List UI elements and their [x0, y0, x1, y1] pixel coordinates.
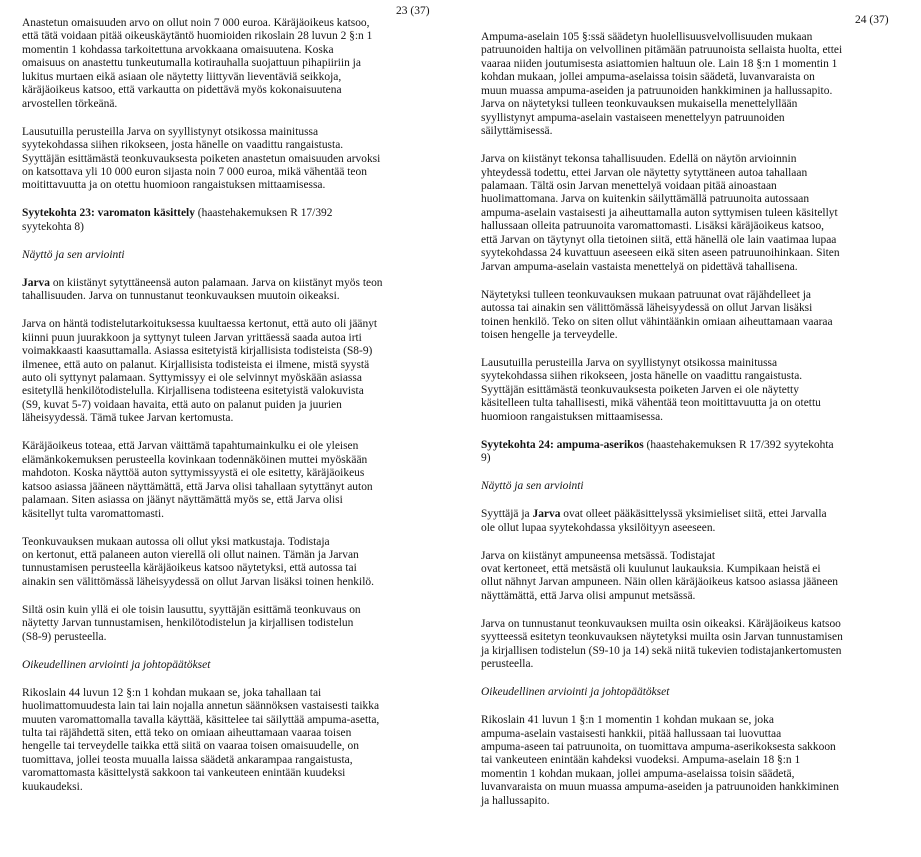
text-line: että Jarvan on täytynyt olla tietoinen siitä, että hänellä ole lain vaatimaa lupaa [481, 233, 837, 246]
text-line: varomattomasta käsittelystä sakkoon tai vankeuteen enintään kuudeksi [22, 767, 346, 780]
paragraph-gap [481, 424, 919, 439]
text-line: mahdoton. Koska näyttöä auton syttymissyystä ei ole esitetty, käräjäoikeus [22, 467, 365, 480]
paragraph [22, 536, 452, 590]
text-line: huomioon rangaistuksen mittaamisessa. [481, 410, 664, 423]
text-line: Teonkuvauksen mukaan autossa oli ollut yksi matkustaja. Todistaja [22, 535, 330, 548]
text-line: autossa tai ainakin sen välittömässä läheisyydessä on ollut Jarvan lisäksi [481, 302, 813, 315]
text-line: palamaan. Siten asiassa on jäänyt näyttämättä myös se, että Jarva olisi [22, 494, 343, 507]
text-column [481, 31, 919, 808]
subheading-text: Oikeudellinen arviointi ja johtopäätökset [481, 686, 670, 699]
text-line: elämänkokemuksen perusteella kovinkaan todennäköinen muttei myöskään [22, 453, 368, 466]
text-line: syytteessä esitetyn teonkuvauksen näytetyksi muilta osin Jarvan tunnustamisen [481, 631, 843, 644]
text-line: muuten varomattomalla tavalla käyttää, käsittelee tai säilyttää ampuma-asetta, [22, 713, 380, 726]
text-line: näytetty Jarvan tunnustamisen, henkilötodistelun ja kirjallisen todistelun [22, 617, 354, 630]
text-line: Rikoslain 41 luvun 1 §:n 1 momentin 1 kohdan mukaan se, joka [481, 714, 774, 727]
paragraph-gap [22, 111, 452, 126]
section-heading-title: Syytekohta 24: ampuma-aserikos [481, 438, 644, 451]
text-line: syytekohdassa siihen rikokseen, josta hänelle on vaadittu rangaistusta. [481, 370, 803, 383]
text-line: auto oli syttynyt palamaan. Syttymissyy ei ole selvinnyt myöskään asiassa [22, 372, 362, 385]
text-line: huolimattomuudesta lain tai lain nojalla annetun säännöksen vastaisesti taikka [22, 700, 380, 713]
text-line: näyttämättä, että Jarva olisi ampunut metsässä. [481, 589, 696, 602]
page-number: 23 (37) [396, 5, 430, 17]
paragraph [22, 318, 452, 426]
text-line: ampuma-aseen tai patruunoita, on tuomittava ampuma-aserikoksesta sakkoon [481, 741, 836, 754]
paragraph [481, 289, 919, 343]
text-line: että tätä voidaan pitää oikeuskäytäntö huomioiden rikoslain 28 luvun 2 §:n 1 [22, 30, 373, 43]
paragraph-gap [481, 139, 919, 154]
text-line: voimakkaasti kaasuttamalla. Asiassa esitetyistä kirjallisista todisteista (S8-9) [22, 345, 373, 358]
text-column [22, 17, 452, 794]
subheading [22, 659, 452, 672]
text-line: katsoo asiassa jääneen näyttämättä, että Jarva olisi tahallaan sytyttänyt auton [22, 480, 373, 493]
text-line: lukitus murtaen eikä asiaan ole näytetty liittyvän lieventäviä seikkoja, [22, 70, 342, 83]
page-number: 24 (37) [855, 14, 889, 26]
bold-name: Jarva [532, 508, 561, 521]
text-line: käräjäoikeus katsoo, että varkautta on pidettävä myös kokonaisuutena [22, 84, 342, 97]
subheading [481, 480, 919, 493]
text-line: (S8-9) perusteella. [22, 630, 107, 643]
paragraph [481, 357, 919, 424]
text-line: syyllistynyt ampuma-aselain vastaiseen menettelyyn patruunoiden [481, 111, 785, 124]
section-heading-ref: (haastehakemuksen R 17/392 [194, 207, 333, 220]
paragraph-gap [22, 234, 452, 249]
subheading-text: Näyttö ja sen arviointi [22, 248, 125, 261]
text-line: Ampuma-aselain 105 §:ssä säädetyn huolellisuusvelvollisuuden mukaan [481, 31, 813, 43]
text-line: Lausutuilla perusteilla Jarva on syyllistynyt otsikossa mainitussa [481, 357, 778, 370]
section-heading [22, 207, 452, 234]
text-line: tahallisuuden. Jarva on tunnustanut teonkuvauksen muutoin oikeaksi. [22, 290, 340, 303]
text-line: tuomittava, jollei teosta muualla laissa säädetä ankarampaa rangaistusta, [22, 753, 353, 766]
paragraph-gap [481, 603, 919, 618]
text-line: hallussaan olleita patruunoita varomattomasti. Lisäksi käräjäoikeus katsoo, [481, 220, 825, 233]
text-line: Jarva on häntä todistelutarkoituksessa kuultaessa kertonut, että auto oli jäänyt [22, 318, 378, 331]
text-line: tai vankeuteen enintään kahdeksi vuodeksi. Ampuma-aselain 18 §:n 1 [481, 754, 801, 767]
text-line: Syyttäjän esittämästä teonkuvauksesta poiketen Jarven ei ole näytetty [481, 383, 799, 396]
section-heading-title: Syytekohta 23: varomaton käsittely [22, 207, 195, 220]
paragraph [481, 153, 919, 274]
text-line: arvostellen törkeänä. [22, 97, 118, 110]
text-line: moitittavuutta ja on otettu huomioon rangaistuksen mittaamisessa. [22, 179, 326, 192]
text-line: ampuma-aselain vastaisesti ja aiheuttamalla auton syttymisen tuleen käsitellyt [481, 206, 838, 219]
paragraph-gap [22, 304, 452, 319]
subheading [481, 686, 919, 699]
text-line: tulta tai räjähdettä siten, että teko on omiaan aiheuttamaan vaaraa toisen [22, 727, 352, 740]
text-line: kuukaudeksi. [22, 780, 83, 793]
paragraph-gap [22, 644, 452, 659]
text-line: Anastetun omaisuuden arvo on ollut noin 7 000 euroa. Käräjäoikeus katsoo, [22, 17, 370, 29]
text-line: yhteydessä todettu, ettei Jarvan ole näytetty sytyttäneen autoa tahallaan [481, 166, 808, 179]
text-line: on kertonut, että palaneen auton vierellä oli ollut nainen. Tämän ja Jarvan [22, 549, 359, 561]
text-line: (S9, kuvat 5-7) voidaan havaita, että auto on palanut puiden ja juurien [22, 398, 342, 411]
text-line: Lausutuilla perusteilla Jarva on syyllistynyt otsikossa mainitussa [22, 125, 319, 138]
text-line: syytekohdassa 24 kuvattuun aseeseen eikä siten aseen patruunoihinkaan. Siten [481, 247, 840, 260]
text-line: Syyttäjän esittämästä teonkuvauksesta poiketen anastetun omaisuuden arvoksi [22, 152, 381, 165]
text-line: Rikoslain 44 luvun 12 §:n 1 kohdan mukaan se, joka tahallaan tai [22, 686, 322, 699]
text-line: tunnustamisen perusteella käräjäoikeus katsoo näytetyksi, että autossa tai [22, 562, 357, 575]
paragraph [481, 31, 919, 139]
bold-name: Jarva [22, 276, 50, 289]
paragraph [481, 508, 919, 535]
paragraph-gap [22, 589, 452, 604]
text-line: muun muassa ampuma-aseiden ja patruunoiden hankkiminen ja hallussapito. [481, 84, 833, 97]
text-line: kiinni puun juurakkoon ja syttynyt tuleen Jarvan yrittäessä saada autoa irti [22, 331, 362, 344]
text-line: momentin 1 kohdassa tarkoitettuna arvokkaana omaisuutena. Koska [22, 43, 334, 56]
text-line: kohdan mukaan, jollei ampuma-aselaissa toisin säädetä, luvanvaraista on [481, 71, 815, 84]
page-left [0, 0, 460, 857]
text-line: ja kirjallisen todistelun (S9-10 ja 14) sekä niitä tukevien todistajankertomusten [481, 644, 842, 657]
text-line: Jarva on tunnustanut teonkuvauksen muilta osin oikeaksi. Käräjäoikeus katsoo [481, 617, 841, 630]
text-line: on kiistänyt sytyttäneensä auton palamaan. Jarva on kiistänyt myös teon [49, 276, 383, 289]
text-line: vaaraa niiden joutumisesta asiattomien haltuun ole. Lain 18 §:n 1 momentin 1 [481, 57, 838, 70]
text-line: luvanvaraista on muun muassa ampuma-aseiden ja patruunoiden hankkiminen [481, 781, 839, 794]
text-line: huolimattomana. Jarva on kuitenkin säilyttämällä patruunoita autossaan [481, 193, 810, 206]
paragraph [22, 277, 452, 304]
section-heading-ref: syytekohta 8) [22, 220, 84, 233]
text-line: Jarvan ampuma-aselain vastaista menettelyä on pidettävä tahallisena. [481, 260, 798, 273]
paragraph [22, 687, 452, 795]
text-line: käsitellyt tulta varomattomasti. [22, 507, 164, 520]
paragraph-gap [22, 193, 452, 208]
paragraph [481, 618, 919, 672]
text-line: toisen hengelle ja terveydelle. [481, 329, 618, 342]
paragraph-gap [22, 262, 452, 277]
text-line: Jarva on kiistänyt ampuneensa metsässä. Todistajat [481, 549, 716, 562]
text-line: toinen henkilö. Teko on siten ollut vähintäänkin omiaan aiheuttamaan vaaraa [481, 315, 833, 328]
section-heading [481, 439, 919, 466]
text-line: perusteella. [481, 658, 534, 671]
text-line: momentin 1 kohdan mukaan, jollei ampuma-aselaissa toisin säädetä, [481, 767, 795, 780]
paragraph [481, 714, 919, 808]
subheading-text: Oikeudellinen arviointi ja johtopäätökset [22, 658, 211, 671]
subheading [22, 249, 452, 262]
text-line: Näytetyksi tulleen teonkuvauksen mukaan patruunat ovat räjähdelleet ja [481, 288, 811, 301]
text-line: ollut nähnyt Jarvan ampuneen. Näin ollen käräjäoikeus katsoo asiassa jääneen [481, 576, 838, 589]
text-line: syytekohdassa siihen rikokseen, josta hänelle on vaadittu rangaistusta. [22, 139, 344, 152]
section-heading-ref: 9) [481, 452, 491, 465]
text-line: Käräjäoikeus toteaa, että Jarvan väittämä tapahtumainkulku ei ole yleisen [22, 440, 359, 453]
paragraph-gap [481, 466, 919, 481]
text-line: ovat kertoneet, että metsästä oli kuulunut laukauksia. Kumpikaan heistä ei [481, 563, 821, 575]
paragraph-gap [481, 343, 919, 358]
text-line: käsitelleen tulta tahallisesti, mikä vähentää teon moitittavuutta ja on otettu [481, 397, 821, 410]
text-line: Syyttäjä ja [481, 508, 533, 521]
paragraph-gap [22, 426, 452, 441]
paragraph-gap [481, 672, 919, 687]
text-line: hengelle tai terveydelle taikka että siitä on vaaraa toisen omaisuudelle, on [22, 740, 359, 753]
paragraph-gap [481, 700, 919, 715]
paragraph [22, 604, 452, 644]
paragraph-gap [22, 521, 452, 536]
paragraph-gap [22, 672, 452, 687]
text-line: palamaan. Tältä osin Jarvan menettelyä voidaan pitää ainoastaan [481, 180, 777, 193]
text-line: omaisuus on anastettu tunkeutumalla kotirauhalla suojattuun pihapiiriin ja [22, 57, 361, 70]
text-line: ampuma-aselain vastaisesti hankkii, pitää hallussaan tai luovuttaa [481, 727, 782, 740]
text-line: ainakin sen välittömässä läheisyydessä on ollut Jarvan lisäksi toinen henkilö. [22, 575, 374, 588]
subheading-text: Näyttö ja sen arviointi [481, 480, 584, 493]
text-line: on katsottava yli 10 000 euron sijasta noin 7 000 euroa, mikä vähentää teon [22, 166, 367, 179]
paragraph-gap [481, 535, 919, 550]
section-heading-ref: (haastehakemuksen R 17/392 syytekohta [643, 438, 834, 451]
text-line: Jarva on kiistänyt tekonsa tahallisuuden. Edellä on näytön arvioinnin [481, 153, 797, 166]
text-line: läheisyydessä. Tämä tukee Jarvan kertomusta. [22, 412, 234, 425]
text-line: säilyttämisessä. [481, 125, 553, 138]
paragraph [22, 17, 452, 111]
text-line: patruunoiden haltija on velvollinen pitämään patruunoista sellaista huolta, ettei [481, 44, 843, 57]
text-line: esitetyllä henkilötodistelulla. Kirjallisena todisteena esitetyistä valokuvista [22, 385, 364, 398]
text-line: Siltä osin kuin yllä ei ole toisin lausuttu, syyttäjän esittämä teonkuvaus on [22, 603, 361, 616]
text-line: ilmenee, että auto on palanut. Kirjallisista todisteista ei ilmene, mistä syystä [22, 358, 370, 371]
paragraph-gap [481, 494, 919, 509]
paragraph-gap [481, 274, 919, 289]
text-line: Jarva on näytetyksi tulleen teonkuvauksen mukaisella menettelyllään [481, 98, 798, 111]
text-line: ovat olleet pääkäsittelyssä yksimieliset siitä, ettei Jarvalla [560, 508, 827, 521]
text-line: ole ollut lupaa syytekohdassa yksilöityyn aseeseen. [481, 521, 716, 534]
text-line: ja hallussapito. [481, 794, 550, 807]
paragraph [22, 440, 452, 521]
paragraph [481, 550, 919, 604]
page-right [462, 0, 921, 857]
paragraph [22, 126, 452, 193]
